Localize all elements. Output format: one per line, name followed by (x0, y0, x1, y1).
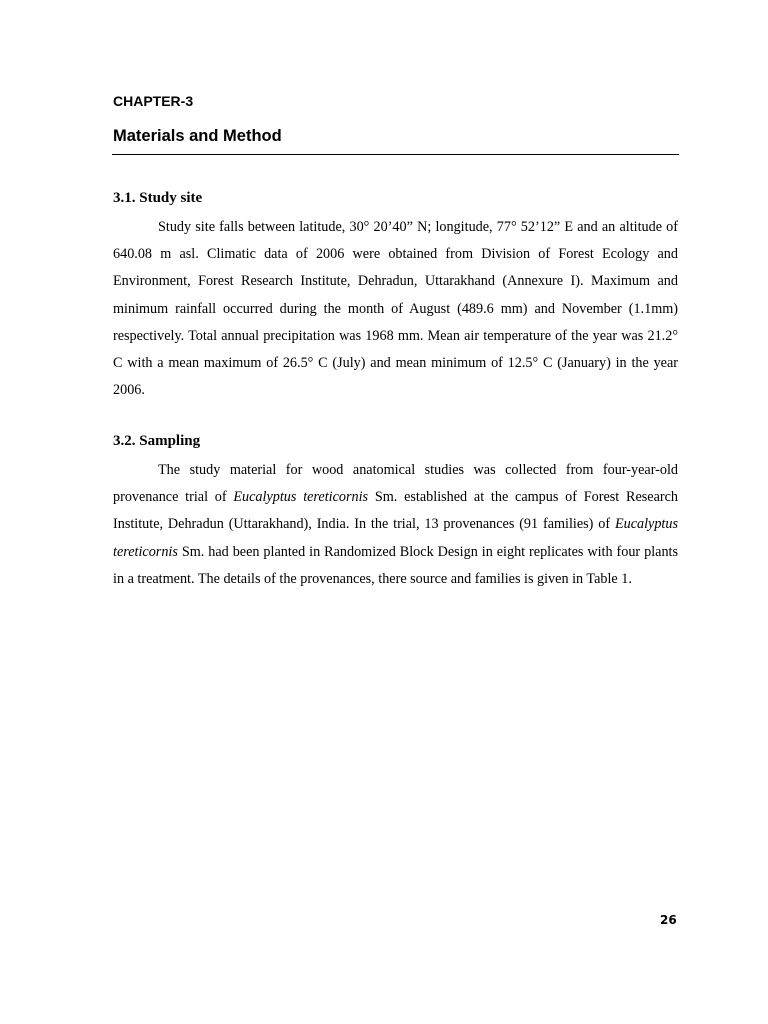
chapter-title: Materials and Method (113, 127, 282, 145)
study-site-paragraph (113, 214, 678, 404)
section-heading-sampling: 3.2. Sampling (113, 433, 201, 449)
page-number: 26 (660, 913, 677, 927)
section-heading-study-site: 3.1. Study site (113, 190, 203, 206)
study-site-text: Study site falls between latitude, 30° 20’40” N; longitude, 77° 52’12” E and an altitude of 640.08 m asl. Climatic data of 2006 were obtained from Division of Forest Ecology and Environment, Forest Research Institute, Dehradun, Uttarakhand (Annexure I). Maximum and minimum rainfall occurred during the month of August (489.6 mm) and November (1.1mm) respectively. Total annual precipitation was 1968 mm. Mean air temperature of the year was 21.2° C with a mean maximum of 26.5° C (July) and mean minimum of 12.5° C (January) in the year 2006. (113, 219, 678, 399)
species-name: Eucalyptus tereticornis (113, 516, 678, 560)
sampling-text-c: Sm. had been planted in Randomized Block Design in eight replicates with four plants in a treatment. The details of the provenances, there source and families is given in Table 1. (113, 543, 678, 587)
sampling-paragraph (113, 457, 678, 593)
chapter-label: CHAPTER-3 (113, 93, 194, 109)
sampling-text-a: The study material for wood anatomical studies was collected from four-year-old provenance trial of (113, 462, 678, 506)
species-name: Eucalyptus tereticornis (233, 489, 369, 506)
title-divider (112, 154, 679, 155)
sampling-text-b: Sm. established at the campus of Forest Research Institute, Dehradun (Uttarakhand), India. In the trial, 13 provenances (91 families) of (113, 489, 678, 533)
